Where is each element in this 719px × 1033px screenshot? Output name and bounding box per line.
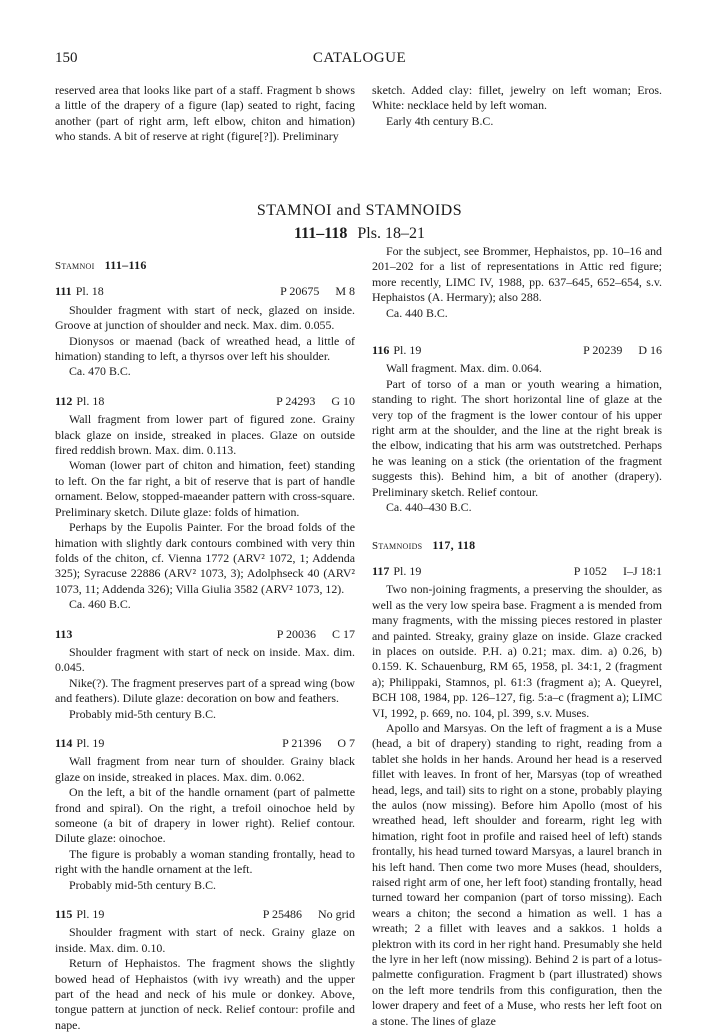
- entry-header: [372, 564, 662, 579]
- entry-header-left: [55, 907, 104, 922]
- right-column: [372, 244, 662, 1029]
- entry-header-left: [372, 343, 421, 358]
- entry-inventory: P 1052: [573, 563, 607, 578]
- entry-paragraph: Return of Hephaistos. The fragment shows the slightly bowed head of Hephaistos (with ivy wreath) and the upper part of the head and neck of his mule or donkey. Above, tongue pattern at junction of neck. Relief contour: profile and nape.: [55, 956, 355, 1032]
- top-left-text: reserved area that looks like part of a staff. Fragment b shows a little of the drapery of a figure (lap) seated to right, facing another (part of right arm, left elbow, chiton and himation) who stands. A bit of reserve at right (figure[?]). Preliminary: [55, 83, 355, 144]
- entry-inventory: P 25486: [262, 907, 302, 922]
- entry-header-right: [266, 736, 355, 751]
- entry-grid: I–J 18:1: [623, 563, 662, 578]
- entry-date: Ca. 440–430 B.C.: [386, 500, 472, 515]
- left-entries: [55, 284, 355, 1033]
- right-intro-text: For the subject, see Brommer, Hephaistos, pp. 10–16 and 201–202 for a list of representations in Attic red figure; more recently, LIMC IV, 1988, pp. 637–645, 652–654, s.v. Hephaistos (A. Hermary); also 288.: [372, 244, 662, 305]
- entry-paragraph: Perhaps by the Eupolis Painter. For the broad folds of the himation with slightly dark contours combined with very thin folds of the chiton, cf. Vienna 1772 (ARV² 1072, 1; Addenda 325); Syracuse 22886 (ARV² 1073, 3); Adolphseck 40 (ARV² 1073, 11; Addenda 326); Villa Giulia 3582 (ARV² 1073, 12).: [55, 520, 355, 596]
- entry-header: [55, 284, 355, 299]
- top-right-date: Early 4th century B.C.: [386, 113, 494, 128]
- entry-date: Probably mid-5th century B.C.: [69, 877, 216, 892]
- catalogue-entry: [55, 284, 355, 379]
- entry-plate: Pl. 18: [75, 284, 104, 299]
- catalogue-entry: [55, 907, 355, 1033]
- entry-inventory: P 20675: [280, 284, 320, 299]
- entry-date: Ca. 460 B.C.: [69, 597, 131, 612]
- top-left-column: [55, 83, 355, 145]
- right-intro-date: Ca. 440 B.C.: [386, 305, 448, 320]
- entry-number: 117: [372, 563, 390, 578]
- catalogue-entry: [55, 394, 355, 613]
- section-title: STAMNOI and STAMNOIDS: [256, 202, 463, 219]
- entry-header-left: [55, 394, 104, 409]
- entry-plate: Pl. 19: [76, 907, 105, 922]
- entry-paragraph: Woman (lower part of chiton and himation, feet) standing to left. On the far right, a bit of reserve that is part of handle ornament. Below, stopped-maeander pattern with cross-square. Preliminary sketch. Dilute glaze: folds of himation.: [55, 458, 355, 519]
- stamnoids-heading: [372, 538, 662, 554]
- entry-paragraph: Wall fragment from lower part of figured zone. Grainy black glaze on inside, streaked in places. Glaze on outside fired reddish brown. Max. dim. 0.113.: [55, 412, 355, 458]
- right-entries-a: [372, 343, 662, 515]
- top-right-column: [372, 83, 662, 129]
- entry-number: 113: [55, 626, 73, 641]
- entry-paragraph: On the left, a bit of the handle ornament (part of palmette frond and spiral). On the right, a trefoil oinochoe held by someone (a bit of drapery in lower right). Relief contour. Dilute glaze: oinochoe.: [55, 785, 355, 846]
- stamnoi-range: 111–116: [104, 258, 147, 272]
- section-subtitle: [0, 225, 719, 243]
- entry-number: 111: [55, 284, 72, 299]
- entry-number: 116: [372, 343, 390, 358]
- entry-paragraph: Dionysos or maenad (back of wreathed head, a little of himation) standing to left, a thyrsos over left his shoulder.: [55, 333, 355, 364]
- stamnoids-label: Stamnoids: [372, 539, 423, 552]
- entry-plate: Pl. 19: [393, 343, 422, 358]
- entry-inventory: P 20239: [583, 343, 623, 358]
- catalogue-entry: [55, 627, 355, 722]
- entry-header-right: [260, 394, 355, 409]
- entry-date: Ca. 470 B.C.: [69, 364, 131, 379]
- stamnoids-range: 117, 118: [432, 537, 476, 552]
- entry-paragraph: Shoulder fragment with start of neck, glazed on inside. Groove at junction of shoulder and neck. Max. dim. 0.055.: [55, 302, 355, 333]
- entry-number: 114: [55, 735, 73, 750]
- entry-header-left: [55, 284, 104, 299]
- left-column: [55, 244, 355, 1033]
- entry-plate: Pl. 19: [393, 563, 422, 578]
- entry-number: 115: [55, 907, 73, 922]
- entry-grid: G 10: [331, 393, 355, 408]
- top-right-text: sketch. Added clay: fillet, jewelry on left woman; Eros. White: necklace held by left woman.: [372, 83, 662, 113]
- entry-header-right: [567, 343, 662, 358]
- catalogue-entry: [55, 736, 355, 893]
- stamnoi-heading: [55, 258, 355, 274]
- subtitle-plates: Pls. 18–21: [357, 225, 425, 242]
- entry-grid: D 16: [638, 343, 662, 358]
- entry-plate: Pl. 18: [76, 393, 105, 408]
- entry-header: [372, 343, 662, 358]
- entry-paragraph: Two non-joining fragments, a preserving the shoulder, as well as the very low speira base. Fragment a is mended from many fragments, with the missing pieces restored in plaster and painted. Streaky, grainy glaze on inside. Glaze cracked in places on outside. P.H. a) 0.21; max. dim. a) 0.26, b) 0.159. K. Schauenburg, RM 65, 1958, pl. 34:1, 2 (fragment a); Philippaki, Stamnos, pl. 61:3 (fragment a); A. Queyrel, BCH 108, 1984, pp. 126–127, fig. 5:a–c (fragment a); LIMC VI, 1992, p. 669, no. 104, pl. 399, s.v. Muses.: [372, 582, 662, 720]
- stamnoi-label: Stamnoi: [55, 260, 95, 272]
- entry-header-right: [558, 564, 662, 579]
- entry-header-right: [247, 907, 355, 922]
- entry-paragraph: Apollo and Marsyas. On the left of fragment a is a Muse (head, a bit of drapery) standing to right, reading from a tablet she holds in her hands. Around her head is a reserved fillet with leaves. In front of her, Marsyas (top of wreathed head, legs, and tail) sits to right on a stone, probably playing the aulos (now missing). Before him Apollo (most of his wreathed head, left shoulder and forearm, right leg with himation, right foot in profile and raised heel of left) stands frontally, his head turned toward Marsyas, a laurel branch in his left hand. Then come two more Muses (head, shoulders, raised right arm of one, her left foot) standing frontally, head turned toward her companion (part of torso missing). Each wears a chiton; the second a himation as well. 1 has a wreath; 2 a fillet with leaves and a sakkos. 1 holds a plektron with its cord in her right hand. Presumably she held the lyre in her left (now missing). Behind 2 is part of a lotus-palmette configuration. Fragment b (part illustrated) shows on the left more tendrils from this configuration, then the lower drapery and feet of a Muse, who rests her left foot on a stone. The lines of glaze: [372, 720, 662, 1028]
- entry-inventory: P 21396: [282, 735, 322, 750]
- entry-paragraph: Wall fragment. Max. dim. 0.064.: [386, 361, 542, 376]
- entry-header-right: [264, 284, 355, 299]
- entry-header: [55, 394, 355, 409]
- entry-grid: No grid: [318, 907, 355, 922]
- entry-grid: C 17: [331, 626, 355, 641]
- running-head: CATALOGUE: [312, 50, 407, 66]
- entry-paragraph: Part of torso of a man or youth wearing a himation, standing to right. The short horizontal line of glaze at the very top of the fragment is the lower contour of his upper right arm at the shoulder, and the line at the right break is the elbow, indicating that his arm was outstretched. Perhaps he was leaning on a stick (the orientation of the fragment suggests this). Behind him, a bit of another (drapery). Preliminary sketch. Relief contour.: [372, 376, 662, 499]
- entry-paragraph: Wall fragment from near turn of shoulder. Grainy black glaze on inside, streaked in places. Max. dim. 0.062.: [55, 754, 355, 784]
- entry-header-right: [261, 627, 355, 642]
- entry-header: [55, 627, 355, 642]
- entry-paragraph: Shoulder fragment with start of neck. Grainy glaze on inside. Max. dim. 0.10.: [55, 925, 355, 955]
- entry-number: 112: [55, 393, 73, 408]
- entry-grid: M 8: [335, 284, 355, 299]
- catalogue-entry: [372, 564, 662, 1029]
- entry-date: Probably mid-5th century B.C.: [69, 706, 216, 721]
- entry-header-left: [55, 736, 104, 751]
- entry-grid: O 7: [337, 735, 355, 750]
- entry-header: [55, 907, 355, 922]
- entry-inventory: P 24293: [276, 393, 316, 408]
- page-number: 150: [55, 50, 78, 66]
- entry-header-left: [55, 627, 76, 642]
- entry-plate: Pl. 19: [76, 735, 105, 750]
- entry-paragraph: Nike(?). The fragment preserves part of a spread wing (bow and feathers). Dilute glaze: decoration on bow and feathers.: [55, 675, 355, 706]
- catalogue-entry: [372, 343, 662, 515]
- entry-inventory: P 20036: [276, 626, 316, 641]
- subtitle-range: 111–118: [294, 225, 348, 242]
- entry-paragraph: The figure is probably a woman standing frontally, head to right with the handle ornament at the left.: [55, 846, 355, 877]
- entry-header-left: [372, 564, 421, 579]
- entry-header: [55, 736, 355, 751]
- right-entries-b: [372, 564, 662, 1029]
- entry-paragraph: Shoulder fragment with start of neck on inside. Max. dim. 0.045.: [55, 644, 355, 675]
